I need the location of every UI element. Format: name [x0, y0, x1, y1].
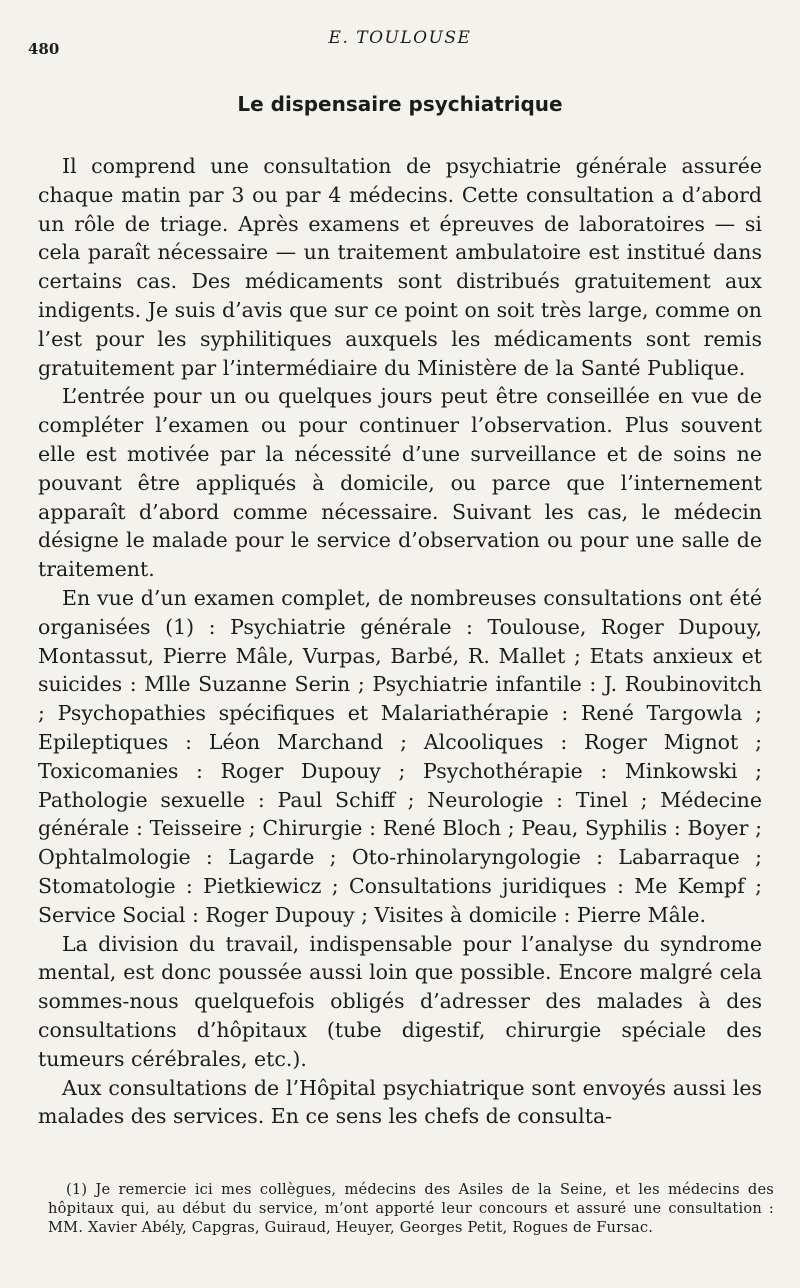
paragraph-5: Aux consultations de l’Hôpital psychiatrique sont envoyés aussi les malades des services. En ce sens les chefs de consulta- — [38, 1075, 762, 1129]
page-number: 480 — [28, 40, 60, 58]
paragraph-3: En vue d’un examen complet, de nombreuses consultations ont été organisées (1) : Psychiatrie générale : Toulouse, Roger Dupouy, Montassut, Pierre Mâle, Vurpas, Barbé, R. Mallet ; Etats anxieux et suicides : Mlle Suzanne Serin ; Psychiatrie infantile : J. Roubinovitch ; Psychopathies spécifiques et Malariathérapie : René Targowla ; Epileptiques : Léon Marchand ; Alcooliques : Roger Mignot ; Toxicomanies : Roger Dupouy ; Psychothérapie : Minkowski ; Pathologie sexuelle : Paul Schiff ; Neurologie : Tinel ; Médecine générale : Teisseire ; Chirurgie : René Bloch ; Peau, Syphilis : Boyer ; Ophtalmologie : Lagarde ; Oto-rhinolaryngologie : Labarraque ; Stomatologie : Pietkiewicz ; Consultations juridiques : Me Kempf ; Service Social : Roger Dupouy ; Visites à domicile : Pierre Mâle. — [38, 585, 762, 927]
paragraph-2: L’entrée pour un ou quelques jours peut être conseillée en vue de compléter l’examen ou pour continuer l’observation. Plus souvent elle est motivée par la nécessité d’une surveillance et de soins ne pouvant être appliqués à domicile, ou parce que l’internement apparaît d’abord comme nécessaire. Suivant les cas, le médecin désigne le malade pour le service d’observation ou pour une salle de traitement. — [38, 384, 762, 582]
paragraph-4: La division du travail, indispensable pour l’analyse du syndrome mental, est donc poussée aussi loin que possible. Encore malgré cela sommes-nous quelquefois obligés d’adresser des malades à des consultations d’hôpitaux (tube digestif, chirurgie spéciale des tumeurs cérébrales, etc.). — [38, 931, 762, 1071]
footnote: (1) Je remercie ici mes collègues, médecins des Asiles de la Seine, et les médecins des hôpitaux qui, au début du service, m’ont apporté leur concours et assuré une consultation : MM. Xavier Abély, Capgras, Guiraud, Heuyer, Georges Petit, Rogues de Fursac. — [48, 1181, 774, 1236]
page-header — [28, 28, 772, 58]
paragraph-1: Il comprend une consultation de psychiatrie générale assurée chaque matin par 3 ou par 4 médecins. Cette consultation a d’abord un rôle de triage. Après examens et épreuves de laboratoires — si cela paraît nécessaire — un traitement ambulatoire est institué dans certains cas. Des médicaments sont distribués gratuitement aux indigents. Je suis d’avis que sur ce point on soit très large, comme on l’est pour les syphilitiques auxquels les médicaments sont remis gratuitement par l’intermédiaire du Ministère de la Santé Publique. — [38, 154, 762, 380]
body-text — [38, 152, 762, 1131]
running-head: E. TOULOUSE — [328, 28, 472, 48]
section-title: Le dispensaire psychiatrique — [237, 92, 563, 116]
